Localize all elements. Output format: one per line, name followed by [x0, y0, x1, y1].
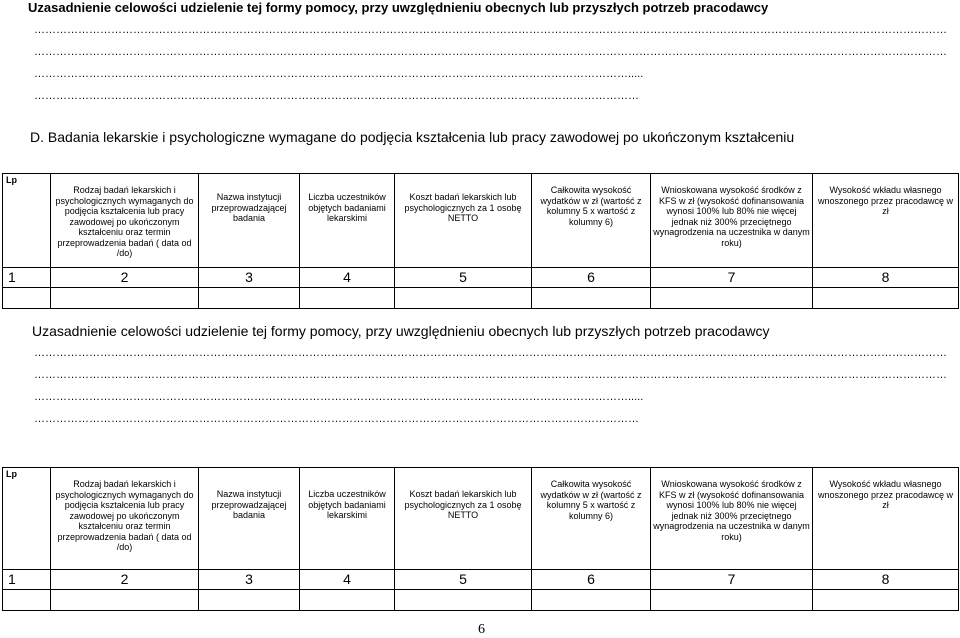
header-lp: Lp [3, 468, 51, 570]
table-cell[interactable] [3, 590, 51, 611]
header-institution: Nazwa instytucji przeprowadzającej badania [199, 468, 300, 570]
page-number: 6 [478, 622, 485, 637]
justification-heading: Uzasadnienie celowości udzielenie tej formy pomocy, przy uwzględnieniu obecnych lub przyszłych potrzeb pracodawcy [32, 323, 770, 339]
top-justification-heading: Uzasadnienie celowości udzielenie tej formy pomocy, przy uwzględnieniu obecnych lub przyszłych potrzeb pracodawcy [28, 0, 769, 15]
table-cell[interactable] [300, 590, 395, 611]
table-cell[interactable] [532, 590, 651, 611]
table-cell[interactable] [813, 590, 959, 611]
table-row [3, 288, 959, 309]
table-cell[interactable] [199, 288, 300, 309]
column-number: 4 [300, 570, 395, 590]
dotted-line: …………………………………………………………………………………………………………………………………………………………………………………………………………………………… [34, 369, 947, 381]
column-number: 2 [51, 570, 199, 590]
column-number: 3 [199, 570, 300, 590]
header-own-contribution: Wysokość wkładu własnego wnoszonego przez pracodawcę w zł [813, 468, 959, 570]
column-number: 5 [395, 268, 532, 288]
table-cell[interactable] [395, 590, 532, 611]
table-cell[interactable] [813, 288, 959, 309]
header-cost-per-person: Koszt badań lekarskich lub psychologicznych za 1 osobę NETTO [395, 468, 532, 570]
header-cost-per-person: Koszt badań lekarskich lub psychologicznych za 1 osobę NETTO [395, 174, 532, 268]
header-lp: Lp [3, 174, 51, 268]
table-cell[interactable] [300, 288, 395, 309]
column-number-row [3, 268, 959, 288]
header-institution: Nazwa instytucji przeprowadzającej badania [199, 174, 300, 268]
column-number: 6 [532, 570, 651, 590]
column-number: 4 [300, 268, 395, 288]
column-number: 1 [3, 570, 51, 590]
table-cell[interactable] [199, 590, 300, 611]
header-kfs-amount: Wnioskowana wysokość środków z KFS w zł (wysokość dofinansowania wynosi 100% lub 80% nie więcej jednak niż 300% przeciętnego wynagrodzenia na uczestnika w danym roku) [651, 174, 813, 268]
dotted-line: ………………………………………………………………………………………………………………………………………………..... [34, 391, 644, 403]
dotted-line: …………………………………………………………………………………………………………………………………………………………………………………………………………………………… [34, 347, 947, 359]
table-cell[interactable] [532, 288, 651, 309]
column-number: 2 [51, 268, 199, 288]
header-participant-count: Liczba uczestników objętych badaniami lekarskimi [300, 174, 395, 268]
header-total-cost: Całkowita wysokość wydatków w zł (wartość z kolumny 5 x wartość z kolumny 6) [532, 174, 651, 268]
dotted-line: ………………………………………………………………………………………………………………………………………………… [34, 413, 639, 425]
column-number: 8 [813, 268, 959, 288]
table-cell[interactable] [3, 288, 51, 309]
column-number: 1 [3, 268, 51, 288]
header-exam-type: Rodzaj badań lekarskich i psychologicznych wymaganych do podjęcia kształcenia lub pracy zawodowej po ukończonym kształceniu oraz termin przeprowadzenia badań ( data od /do) [51, 468, 199, 570]
header-exam-type: Rodzaj badań lekarskich i psychologicznych wymaganych do podjęcia kształcenia lub pracy zawodowej po ukończonym kształceniu oraz termin przeprowadzenia badań ( data od /do) [51, 174, 199, 268]
column-number: 6 [532, 268, 651, 288]
column-number: 3 [199, 268, 300, 288]
column-number: 7 [651, 268, 813, 288]
table-cell[interactable] [651, 288, 813, 309]
header-row [3, 468, 959, 570]
dotted-line: …………………………………………………………………………………………………………………………………………………………………………………………………………………………… [34, 46, 947, 58]
dotted-line: …………………………………………………………………………………………………………………………………………………………………………………………………………………………… [34, 24, 947, 36]
dotted-line: ………………………………………………………………………………………………………………………………………………..... [34, 68, 644, 80]
dotted-line: ………………………………………………………………………………………………………………………………………………… [34, 90, 639, 102]
header-total-cost: Całkowita wysokość wydatków w zł (wartość z kolumny 5 x wartość z kolumny 6) [532, 468, 651, 570]
header-participant-count: Liczba uczestników objętych badaniami lekarskimi [300, 468, 395, 570]
column-number: 5 [395, 570, 532, 590]
column-number: 8 [813, 570, 959, 590]
table-cell[interactable] [651, 590, 813, 611]
table-cell[interactable] [51, 590, 199, 611]
table-row [3, 590, 959, 611]
column-number-row [3, 570, 959, 590]
header-kfs-amount: Wnioskowana wysokość środków z KFS w zł (wysokość dofinansowania wynosi 100% lub 80% nie więcej jednak niż 300% przeciętnego wynagrodzenia na uczestnika w danym roku) [651, 468, 813, 570]
header-own-contribution: Wysokość wkładu własnego wnoszonego przez pracodawcę w zł [813, 174, 959, 268]
medical-exams-table [2, 173, 959, 309]
table-cell[interactable] [51, 288, 199, 309]
table-cell[interactable] [395, 288, 532, 309]
header-row [3, 174, 959, 268]
section-d-title: D. Badania lekarskie i psychologiczne wymagane do podjęcia kształcenia lub pracy zawodowej po ukończonym kształceniu [30, 129, 795, 145]
medical-exams-table-2 [2, 467, 959, 611]
column-number: 7 [651, 570, 813, 590]
